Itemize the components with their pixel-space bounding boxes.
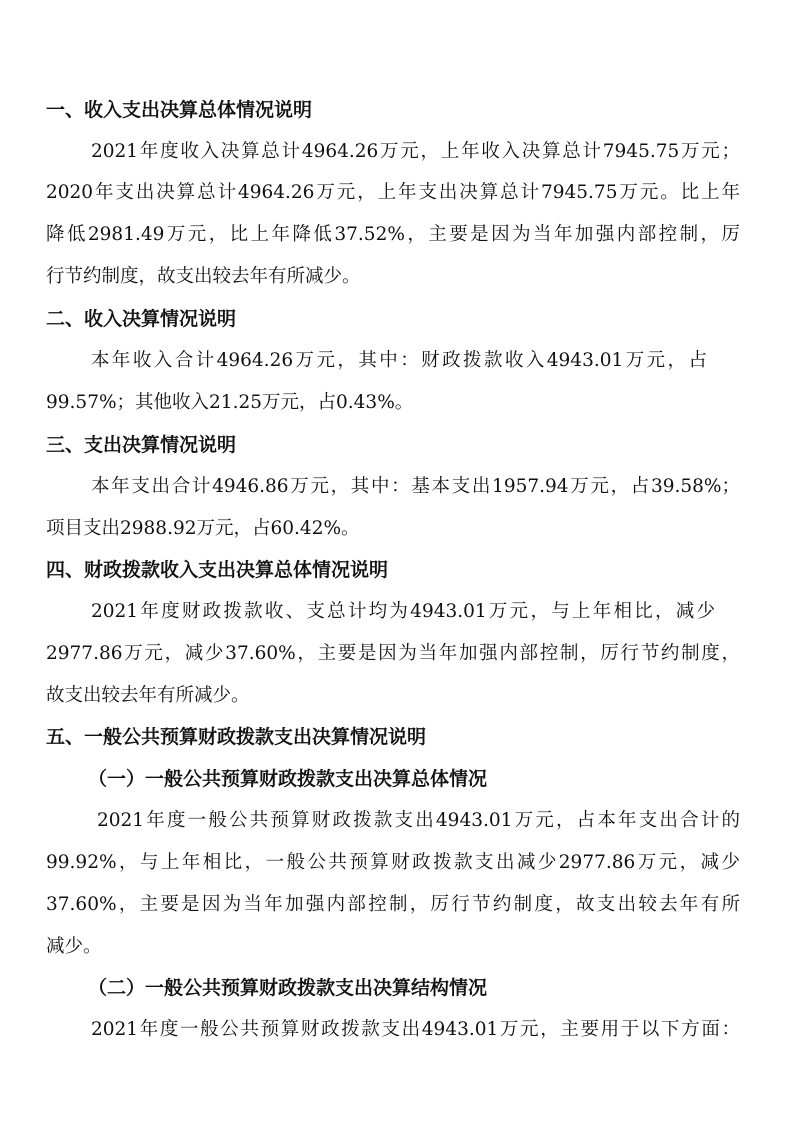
paragraph-line: 2021年度一般公共预算财政拨款支出4943.01万元，占本年支出合计的 <box>97 810 740 831</box>
paragraph-line: 行节约制度，故支出较去年有所减少。 <box>46 266 361 287</box>
section-heading: 一、收入支出决算总体情况说明 <box>46 99 313 121</box>
paragraph-line: 2021年度收入决算总计4964.26万元，上年收入决算总计7945.75万元； <box>91 141 740 162</box>
paragraph-line: 2020年支出决算总计4964.26万元，上年支出决算总计7945.75万元。比上年 <box>46 182 740 203</box>
paragraph-line: 减少。 <box>46 936 102 957</box>
paragraph-line: 2021年度财政拨款收、支总计均为4943.01万元，与上年相比，减少 <box>91 601 715 622</box>
subsection-heading: （二）一般公共预算财政拨款支出决算结构情况 <box>88 977 488 999</box>
section-heading: 五、一般公共预算财政拨款支出决算情况说明 <box>46 726 427 748</box>
paragraph-line: 项目支出2988.92万元，占60.42%。 <box>46 518 360 539</box>
paragraph-line: 37.60%，主要是因为当年加强内部控制，厉行节约制度，故支出较去年有所 <box>46 894 740 915</box>
paragraph-line: 2021年度一般公共预算财政拨款支出4943.01万元，主要用于以下方面： <box>91 1019 740 1040</box>
section-heading: 四、财政拨款收入支出决算总体情况说明 <box>46 559 389 581</box>
paragraph-line: 99.92%，与上年相比，一般公共预算财政拨款支出减少2977.86万元，减少 <box>46 852 740 873</box>
paragraph-line: 本年支出合计4946.86万元，其中：基本支出1957.94万元，占39.58%； <box>91 476 740 497</box>
paragraph-line: 99.57%；其他收入21.25万元，占0.43%。 <box>46 392 414 413</box>
paragraph-line: 本年收入合计4964.26万元，其中：财政拨款收入4943.01万元，占 <box>91 350 707 371</box>
paragraph-line: 故支出较去年有所减少。 <box>46 685 250 706</box>
section-heading: 三、支出决算情况说明 <box>46 434 237 456</box>
paragraph-line: 降低2981.49万元，比上年降低37.52%，主要是因为当年加强内部控制，厉 <box>46 224 740 245</box>
paragraph-line: 2977.86万元，减少37.60%，主要是因为当年加强内部控制，厉行节约制度， <box>46 643 740 664</box>
section-heading: 二、收入决算情况说明 <box>46 308 237 330</box>
subsection-heading: （一）一般公共预算财政拨款支出决算总体情况 <box>88 768 488 790</box>
